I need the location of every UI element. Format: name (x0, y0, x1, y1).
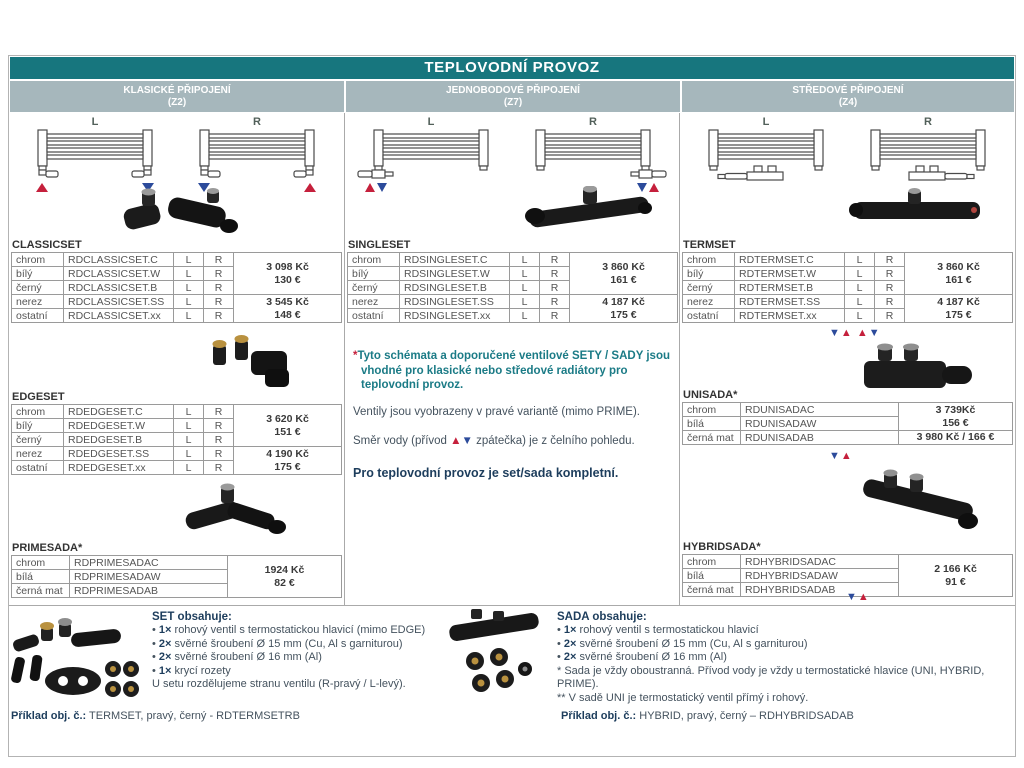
left-variant-cell: L (510, 295, 540, 309)
finish-cell: chrom (683, 555, 741, 569)
return-arrow-icon: ▼ (868, 327, 881, 339)
right-variant-cell: R (204, 433, 234, 447)
price-eur: 161 € (945, 273, 972, 286)
finish-cell: černý (12, 281, 64, 295)
price-cell: 3 980 Kč / 166 € (899, 431, 1013, 445)
column-classic (9, 113, 345, 605)
left-variant-cell: L (845, 267, 875, 281)
right-variant-cell: R (875, 309, 905, 323)
code-cell: RDSINGLESET.W (400, 267, 510, 281)
price-cell (899, 403, 1013, 431)
price-cell (234, 295, 342, 323)
right-variant-cell: R (204, 253, 234, 267)
product-name: EDGESET (12, 391, 65, 403)
finish-cell: ostatní (348, 309, 400, 323)
product-name: PRIMESADA* (12, 542, 83, 554)
edgeset-product-photo (201, 331, 296, 391)
variant-label: L (91, 116, 99, 128)
table-row (683, 295, 1013, 309)
finish-cell: černá mat (12, 584, 70, 598)
finish-cell: ostatní (683, 309, 735, 323)
connection-name: STŘEDOVÉ PŘIPOJENÍ (792, 85, 904, 96)
left-variant-cell: L (174, 253, 204, 267)
code-cell: RDSINGLESET.B (400, 281, 510, 295)
example-label: Příklad obj. č.: (561, 710, 637, 722)
finish-cell: ostatní (12, 309, 64, 323)
product-name: UNISADA* (683, 389, 738, 401)
price-eur: 175 € (945, 308, 972, 321)
code-cell: RDEDGESET.W (64, 419, 174, 433)
notes-block (353, 349, 671, 480)
code-cell: RDPRIMESADAW (70, 570, 228, 584)
finish-cell: chrom (683, 403, 741, 417)
price-cell (905, 253, 1013, 295)
right-variant-cell: R (875, 295, 905, 309)
code-cell: RDPRIMESADAC (70, 556, 228, 570)
price-kc: 3 620 Kč (266, 412, 309, 425)
price-kc: 3 098 Kč (266, 260, 309, 273)
product-name: HYBRIDSADA* (683, 541, 761, 553)
left-variant-cell: L (174, 267, 204, 281)
table-row (683, 555, 1013, 569)
list-item: • 2× svěrné šroubení Ø 16 mm (Al) (152, 651, 452, 665)
left-variant-cell: L (174, 405, 204, 419)
finish-cell: černá mat (683, 583, 741, 597)
variant-label: R (253, 116, 261, 128)
table-row (683, 253, 1013, 267)
price-cell (905, 295, 1013, 323)
variant-label: L (427, 116, 435, 128)
code-cell: RDTERMSET.W (735, 267, 845, 281)
left-variant-cell: L (510, 309, 540, 323)
edgeset-table (11, 404, 342, 475)
price-eur: 151 € (274, 425, 301, 438)
z4-diagrams (691, 116, 1003, 193)
finish-cell: chrom (12, 253, 64, 267)
code-cell: RDSINGLESET.C (400, 253, 510, 267)
radiator-diagram-z2-right-icon (182, 128, 332, 194)
unisada-flow-arrows (829, 328, 881, 339)
right-variant-cell: R (204, 461, 234, 475)
code-cell: RDTERMSET.C (735, 253, 845, 267)
left-variant-cell: L (510, 267, 540, 281)
radiator-diagram-z7-right-icon (518, 128, 668, 194)
price-kc: 3 545 Kč (266, 295, 309, 308)
note-variant: Ventily jsou vyobrazeny v pravé variantě (mimo PRIME). (353, 405, 640, 418)
termset-section (680, 239, 1013, 323)
code-cell: RDHYBRIDSADAB (741, 583, 899, 597)
column-header-row (10, 81, 1014, 112)
radiator-diagram-z2-left-icon (20, 128, 170, 194)
right-variant-cell: R (204, 281, 234, 295)
left-variant-cell: L (174, 419, 204, 433)
finish-cell: chrom (12, 405, 64, 419)
supply-arrow-icon (36, 183, 48, 192)
code-cell: RDCLASSICSET.C (64, 253, 174, 267)
finish-cell: chrom (12, 556, 70, 570)
finish-cell: bílá (683, 569, 741, 583)
unisada-section (680, 389, 1013, 445)
price-cell (570, 253, 678, 295)
code-cell: RDCLASSICSET.xx (64, 309, 174, 323)
list-item: • 1× rohový ventil s termostatickou hlavicí (mimo EDGE) (152, 624, 452, 638)
table-row (348, 295, 678, 309)
unisada-table (682, 402, 1013, 445)
code-cell: RDEDGESET.SS (64, 447, 174, 461)
price-eur: 91 € (945, 575, 966, 588)
right-variant-cell: R (540, 309, 570, 323)
return-arrow-icon: ▼ (846, 591, 858, 603)
finish-cell: chrom (348, 253, 400, 267)
code-cell: RDHYBRIDSADAC (741, 555, 899, 569)
price-eur: 161 € (610, 273, 637, 286)
left-variant-cell: L (845, 309, 875, 323)
code-cell: RDUNISADAW (741, 417, 899, 431)
left-variant-cell: L (174, 447, 204, 461)
price-cell (234, 447, 342, 475)
code-cell: RDTERMSET.xx (735, 309, 845, 323)
left-variant-cell: L (174, 295, 204, 309)
finish-cell: chrom (683, 253, 735, 267)
set-contents-heading: SET obsahuje: (152, 611, 232, 623)
left-variant-cell: L (845, 253, 875, 267)
price-kc: 3 739Kč (935, 403, 976, 416)
set-side-note: U setu rozdělujeme stranu ventilu (R-pravý / L-levý). (152, 678, 406, 690)
finish-cell: černý (348, 281, 400, 295)
product-name: SINGLESET (348, 239, 411, 251)
z4-right-diagram (853, 116, 1003, 193)
edgeset-section (9, 391, 342, 475)
table-row (348, 253, 678, 267)
legend-area (9, 607, 1015, 757)
left-variant-cell: L (174, 461, 204, 475)
price-kc: 2 166 Kč (934, 562, 977, 575)
finish-cell: bílá (12, 570, 70, 584)
finish-cell: nerez (348, 295, 400, 309)
list-item: • 2× svěrné šroubení Ø 16 mm (Al) (557, 651, 1019, 665)
supply-arrow-icon (304, 183, 316, 192)
classicset-product-photo (112, 186, 242, 238)
variant-label: R (589, 116, 597, 128)
price-eur: 148 € (274, 308, 301, 321)
list-item: • 2× svěrné šroubení Ø 15 mm (Cu, Al s garniturou) (152, 638, 452, 652)
table-row (683, 403, 1013, 417)
radiator-diagram-z4-right-icon (853, 128, 1003, 188)
right-variant-cell: R (204, 405, 234, 419)
left-variant-cell: L (174, 309, 204, 323)
code-cell: RDSINGLESET.SS (400, 295, 510, 309)
price-cell (570, 295, 678, 323)
code-cell: RDTERMSET.SS (735, 295, 845, 309)
return-arrow-icon: ▼ (829, 327, 841, 339)
supply-arrow-icon: ▲ (450, 435, 462, 447)
price-eur: 175 € (610, 308, 637, 321)
price-kc: 1924 Kč (264, 563, 305, 576)
primesada-table (11, 555, 342, 598)
right-variant-cell: R (204, 295, 234, 309)
note-water-direction: Směr vody (přívod ▲▼ zpátečka) je z čelního pohledu. (353, 435, 635, 447)
finish-cell: ostatní (12, 461, 64, 475)
list-item: • 1× krycí rozety (152, 665, 452, 679)
radiator-diagram-z7-left-icon (356, 128, 506, 194)
table-row (12, 253, 342, 267)
left-variant-cell: L (845, 281, 875, 295)
sada-doublestar-note: ** V sadě UNI je termostatický ventil přímý i rohový. (557, 691, 809, 704)
classicset-section (9, 239, 342, 323)
right-variant-cell: R (875, 281, 905, 295)
hybridsada-bottom-arrows (846, 592, 870, 603)
supply-arrow-icon: ▲ (840, 327, 853, 339)
termset-table (682, 252, 1013, 323)
column-singlepoint (345, 113, 680, 605)
return-arrow-icon: ▼ (461, 435, 473, 447)
code-cell: RDEDGESET.xx (64, 461, 174, 475)
column-header-z4 (682, 81, 1014, 112)
connection-name: KLASICKÉ PŘIPOJENÍ (123, 85, 231, 96)
set-contents-block (152, 610, 452, 692)
price-cell (234, 253, 342, 295)
column-header-z7 (346, 81, 680, 112)
finish-cell: bílá (683, 417, 741, 431)
singleset-section (345, 239, 678, 323)
finish-cell: bílý (348, 267, 400, 281)
right-variant-cell: R (204, 309, 234, 323)
code-cell: RDSINGLESET.xx (400, 309, 510, 323)
sada-contents-heading: SADA obsahuje: (557, 611, 647, 623)
table-row (12, 447, 342, 461)
code-cell: RDHYBRIDSADAW (741, 569, 899, 583)
sada-contents-block (557, 610, 1019, 705)
right-variant-cell: R (540, 267, 570, 281)
connection-name: JEDNOBODOVÉ PŘIPOJENÍ (446, 85, 580, 96)
table-row (12, 556, 342, 570)
price-kc: 3 860 Kč (602, 260, 645, 273)
variant-label: L (762, 116, 770, 128)
note-complete: Pro teplovodní provoz je set/sada kompletní. (353, 465, 619, 480)
right-variant-cell: R (875, 267, 905, 281)
classicset-table (11, 252, 342, 323)
order-example-set: Příklad obj. č.: TERMSET, pravý, černý - RDTERMSETRB (11, 710, 300, 722)
finish-cell: černá mat (683, 431, 741, 445)
right-variant-cell: R (204, 419, 234, 433)
code-cell: RDEDGESET.B (64, 433, 174, 447)
price-eur: 175 € (274, 460, 301, 473)
code-cell: RDUNISADAC (741, 403, 899, 417)
code-cell: RDEDGESET.C (64, 405, 174, 419)
variant-label: R (924, 116, 932, 128)
connection-code: (Z7) (503, 97, 523, 108)
z7-left-diagram (356, 116, 506, 199)
return-arrow-icon: ▼ (829, 450, 841, 462)
right-variant-cell: R (540, 253, 570, 267)
price-eur: 82 € (274, 576, 295, 589)
price-eur: 156 € (942, 416, 969, 429)
table-row (683, 431, 1013, 445)
price-kc: 4 187 Kč (602, 295, 645, 308)
connection-code: (Z2) (167, 97, 187, 108)
finish-cell: nerez (683, 295, 735, 309)
return-arrow-icon (377, 183, 387, 192)
code-cell: RDCLASSICSET.SS (64, 295, 174, 309)
z4-left-diagram (691, 116, 841, 193)
code-cell: RDTERMSET.B (735, 281, 845, 295)
finish-cell: bílý (683, 267, 735, 281)
price-kc: 3 860 Kč (937, 260, 980, 273)
primesada-product-photo (177, 481, 292, 539)
code-cell: RDPRIMESADAB (70, 584, 228, 598)
price-kc: 4 190 Kč (266, 447, 309, 460)
sada-star-note: * Sada je vždy oboustranná. Přívod vody je vždy u termostatické hlavice (UNI, HYBRID, PRIME). (557, 664, 985, 690)
finish-cell: černý (683, 281, 735, 295)
singleset-product-photo (521, 186, 661, 238)
termset-product-photo (848, 188, 993, 236)
table-row (12, 295, 342, 309)
supply-arrow-icon: ▲ (857, 591, 870, 603)
note-sets: *Tyto schémata a doporučené ventilové SETY / SADY jsou vhodné pro klasické nebo středové radiátory pro teplovodní provoz. (353, 350, 670, 391)
right-variant-cell: R (204, 447, 234, 461)
hybridsada-section (680, 541, 1013, 597)
finish-cell: nerez (12, 447, 64, 461)
code-cell: RDCLASSICSET.W (64, 267, 174, 281)
supply-arrow-icon (365, 183, 375, 192)
table-row (12, 405, 342, 419)
right-variant-cell: R (875, 253, 905, 267)
asterisk: * (353, 350, 358, 362)
page-title: TEPLOVODNÍ PROVOZ (10, 57, 1014, 79)
catalog-page (8, 55, 1016, 757)
product-name: CLASSICSET (12, 239, 82, 251)
left-variant-cell: L (174, 281, 204, 295)
price-kc: 4 187 Kč (937, 295, 980, 308)
supply-arrow-icon: ▲ (856, 327, 869, 339)
price-cell (228, 556, 342, 598)
left-variant-cell: L (174, 433, 204, 447)
code-cell: RDUNISADAB (741, 431, 899, 445)
finish-cell: černý (12, 433, 64, 447)
hybridsada-product-photo (856, 463, 984, 537)
singleset-table (347, 252, 678, 323)
set-contents-photo (11, 611, 146, 703)
left-variant-cell: L (845, 295, 875, 309)
list-item: • 2× svěrné šroubení Ø 15 mm (Cu, Al s garniturou) (557, 638, 1019, 652)
supply-arrow-icon: ▲ (840, 450, 853, 462)
finish-cell: nerez (12, 295, 64, 309)
finish-cell: bílý (12, 419, 64, 433)
radiator-diagram-z4-left-icon (691, 128, 841, 188)
hybridsada-flow-arrows (829, 451, 853, 462)
code-cell: RDCLASSICSET.B (64, 281, 174, 295)
right-variant-cell: R (540, 281, 570, 295)
left-variant-cell: L (510, 281, 540, 295)
left-variant-cell: L (510, 253, 540, 267)
right-variant-cell: R (204, 267, 234, 281)
column-header-z2 (10, 81, 344, 112)
column-central (680, 113, 1015, 605)
price-cell (234, 405, 342, 447)
right-variant-cell: R (540, 295, 570, 309)
connection-code: (Z4) (838, 97, 858, 108)
example-label: Příklad obj. č.: (11, 710, 87, 722)
price-cell (899, 555, 1013, 597)
sada-contents-photo (441, 609, 549, 701)
list-item: • 1× rohový ventil s termostatickou hlavicí (557, 624, 1019, 638)
finish-cell: bílý (12, 267, 64, 281)
product-name: TERMSET (683, 239, 736, 251)
main-content (9, 113, 1015, 606)
price-eur: 130 € (274, 273, 301, 286)
order-example-sada: Příklad obj. č.: HYBRID, pravý, černý – RDHYBRIDSADAB (561, 710, 854, 722)
primesada-section (9, 542, 342, 598)
